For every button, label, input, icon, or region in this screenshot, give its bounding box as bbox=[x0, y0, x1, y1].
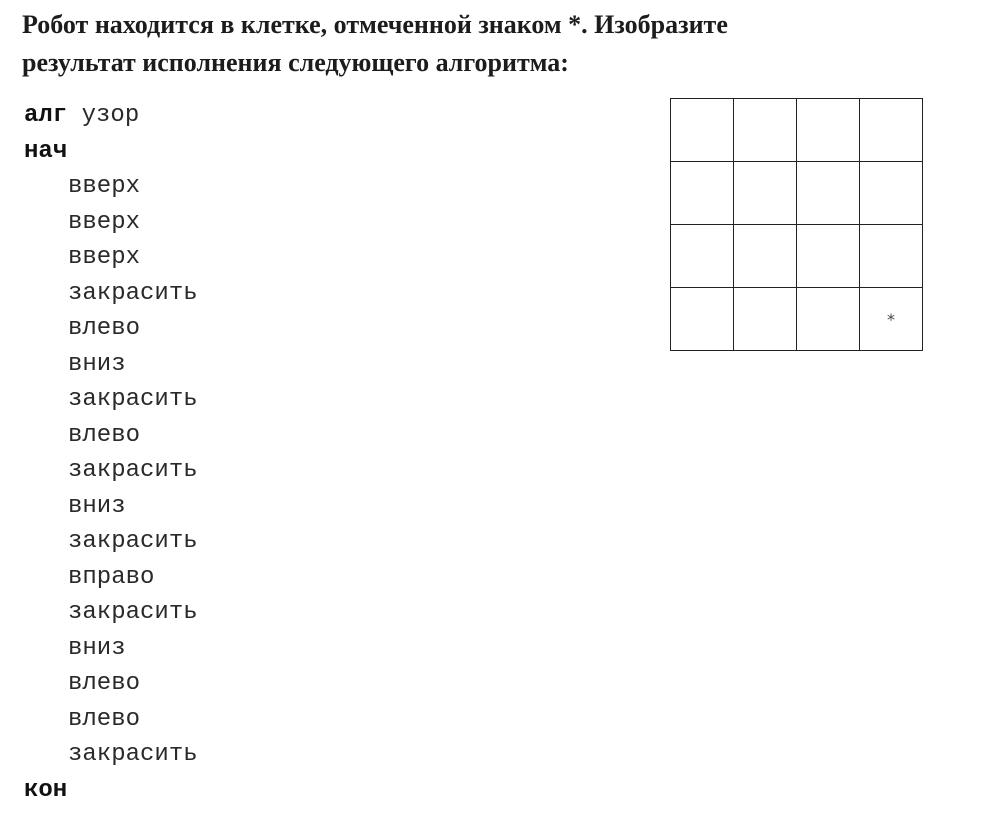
task-line-2: результат исполнения следующего алгоритма: bbox=[22, 48, 569, 77]
command-line: закрасить bbox=[68, 741, 198, 768]
grid-cell bbox=[860, 99, 923, 162]
task-statement bbox=[22, 6, 997, 82]
grid-cell bbox=[734, 162, 797, 225]
command-line: влево bbox=[68, 421, 141, 449]
grid-cell bbox=[797, 288, 860, 351]
command-line: влево bbox=[68, 315, 141, 342]
command-line: вниз bbox=[68, 492, 126, 520]
command-line: вниз bbox=[68, 634, 126, 662]
grid-cell bbox=[734, 225, 797, 288]
command-line: закрасить bbox=[68, 457, 198, 484]
algorithm-begin bbox=[24, 134, 198, 170]
start-marker: * bbox=[887, 309, 895, 329]
algorithm-header bbox=[24, 98, 198, 134]
keyword-end: кон bbox=[24, 776, 68, 804]
command-line: закрасить bbox=[68, 386, 198, 413]
grid-cell bbox=[797, 162, 860, 225]
grid-cell bbox=[860, 225, 923, 288]
grid-cell bbox=[797, 225, 860, 288]
robot-grid bbox=[670, 98, 923, 351]
grid-cell bbox=[860, 288, 923, 351]
command-line: закрасить bbox=[68, 599, 198, 626]
command-line: закрасить bbox=[68, 528, 198, 555]
algorithm-end bbox=[24, 773, 198, 809]
command-line: закрасить bbox=[68, 279, 198, 307]
keyword-alg: алг bbox=[24, 102, 68, 129]
grid-cell bbox=[734, 288, 797, 351]
command-line: влево bbox=[68, 670, 141, 697]
algorithm-name: узор bbox=[81, 102, 140, 129]
command-line: вверх bbox=[68, 173, 141, 200]
grid-cell bbox=[671, 162, 734, 225]
grid-cell bbox=[671, 225, 734, 288]
grid-cell bbox=[860, 162, 923, 225]
grid-cell bbox=[671, 288, 734, 351]
command-line: вверх bbox=[68, 208, 141, 236]
keyword-begin: нач bbox=[24, 137, 68, 165]
command-line: вниз bbox=[68, 350, 126, 378]
algorithm-listing bbox=[24, 98, 198, 808]
command-line: вправо bbox=[68, 563, 155, 591]
grid-cell bbox=[734, 99, 797, 162]
grid-cell bbox=[797, 99, 860, 162]
robot-field bbox=[670, 98, 923, 351]
task-line-1: Робот находится в клетке, отмеченной знаком *. Изобразите bbox=[22, 10, 728, 39]
command-line: вверх bbox=[68, 244, 141, 271]
command-line: влево bbox=[68, 705, 141, 733]
grid-cell bbox=[671, 99, 734, 162]
